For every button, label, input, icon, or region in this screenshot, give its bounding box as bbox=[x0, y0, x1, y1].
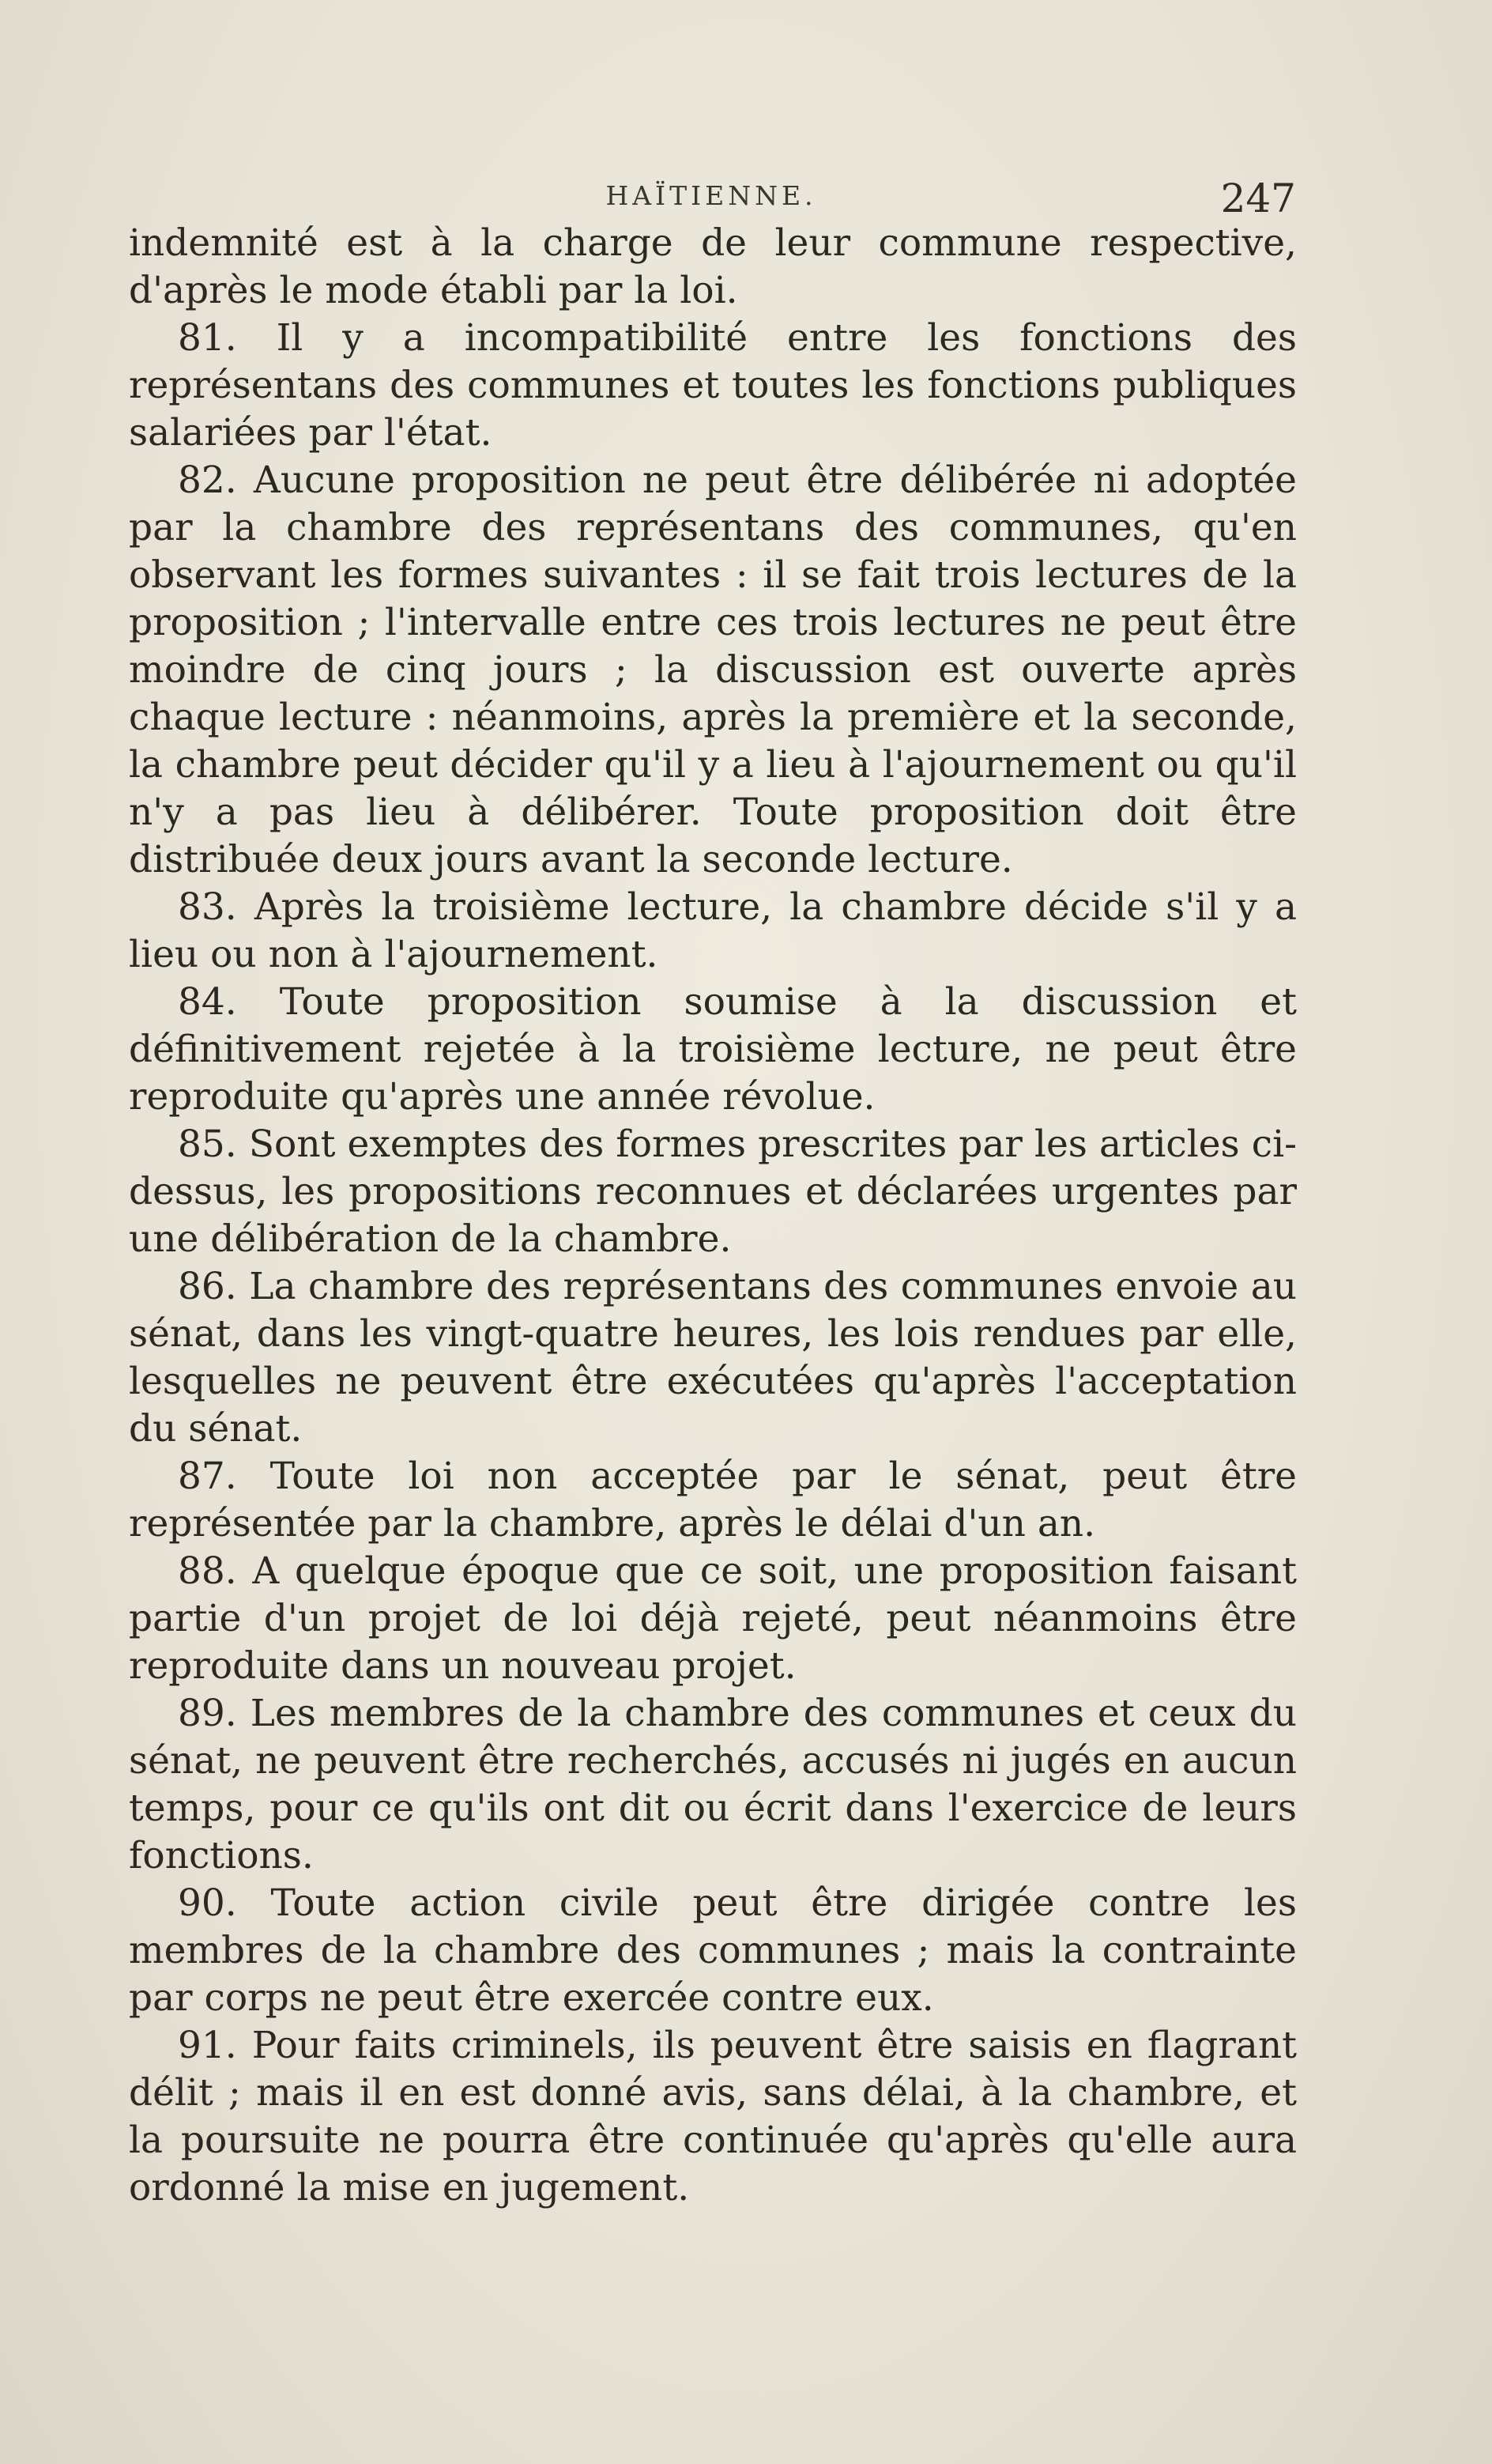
article-86: 86. La chambre des représentans des communes envoie au sénat, dans les vingt-quatre heures, les lois rendues par elle, lesquelles ne peuvent être exécutées qu'après l'acceptation du sénat. bbox=[129, 1265, 1297, 1451]
article-82: 82. Aucune proposition ne peut être délibérée ni adoptée par la chambre des représentans des communes, qu'en observant les formes suivantes : il se fait trois lectures de la proposition ; l'intervalle entre ces trois lectures ne peut être moindre de cinq jours ; la discussion est ouverte après chaque lecture : néanmoins, après la première et la seconde, la chambre peut décider qu'il y a lieu à l'ajournement ou qu'il n'y a pas lieu à délibérer. Toute proposition doit être distribuée deux jours avant la seconde lecture. bbox=[129, 458, 1297, 881]
article-87: 87. Toute loi non acceptée par le sénat, peut être représentée par la chambre, après le délai d'un an. bbox=[129, 1455, 1297, 1545]
article-90: 90. Toute action civile peut être dirigée contre les membres de la chambre des communes ; mais la contrainte par corps ne peut être exercée contre eux. bbox=[129, 1881, 1297, 2020]
article-84: 84. Toute proposition soumise à la discussion et définitivement rejetée à la troisième lecture, ne peut être reproduite qu'après une année révolue. bbox=[129, 980, 1297, 1119]
page-number: 247 bbox=[1220, 175, 1296, 221]
paragraph-continuation: indemnité est à la charge de leur commune respective, d'après le mode établi par la loi. bbox=[129, 221, 1297, 312]
article-89: 89. Les membres de la chambre des communes et ceux du sénat, ne peuvent être recherchés, accusés ni jugés en aucun temps, pour ce qu'ils ont dit ou écrit dans l'exercice de leurs fonctions. bbox=[129, 1692, 1297, 1877]
article-88: 88. A quelque époque que ce soit, une proposition faisant partie d'un projet de loi déjà rejeté, peut néanmoins être reproduite dans un nouveau projet. bbox=[129, 1549, 1297, 1688]
article-83: 83. Après la troisième lecture, la chambre décide s'il y a lieu ou non à l'ajournement. bbox=[129, 885, 1297, 976]
page-header bbox=[126, 175, 1296, 223]
article-81: 81. Il y a incompatibilité entre les fonctions des représentans des communes et toutes les fonctions publiques salariées par l'état. bbox=[129, 316, 1297, 455]
running-head: HAÏTIENNE. bbox=[605, 180, 817, 211]
article-91: 91. Pour faits criminels, ils peuvent être saisis en flagrant délit ; mais il en est donné avis, sans délai, à la chambre, et la poursuite ne pourra être continuée qu'après qu'elle aura ordonné la mise en jugement. bbox=[129, 2024, 1297, 2209]
body-text bbox=[129, 220, 1297, 2212]
article-85: 85. Sont exemptes des formes prescrites par les articles ci-dessus, les propositions reconnues et déclarées urgentes par une délibération de la chambre. bbox=[129, 1123, 1297, 1261]
